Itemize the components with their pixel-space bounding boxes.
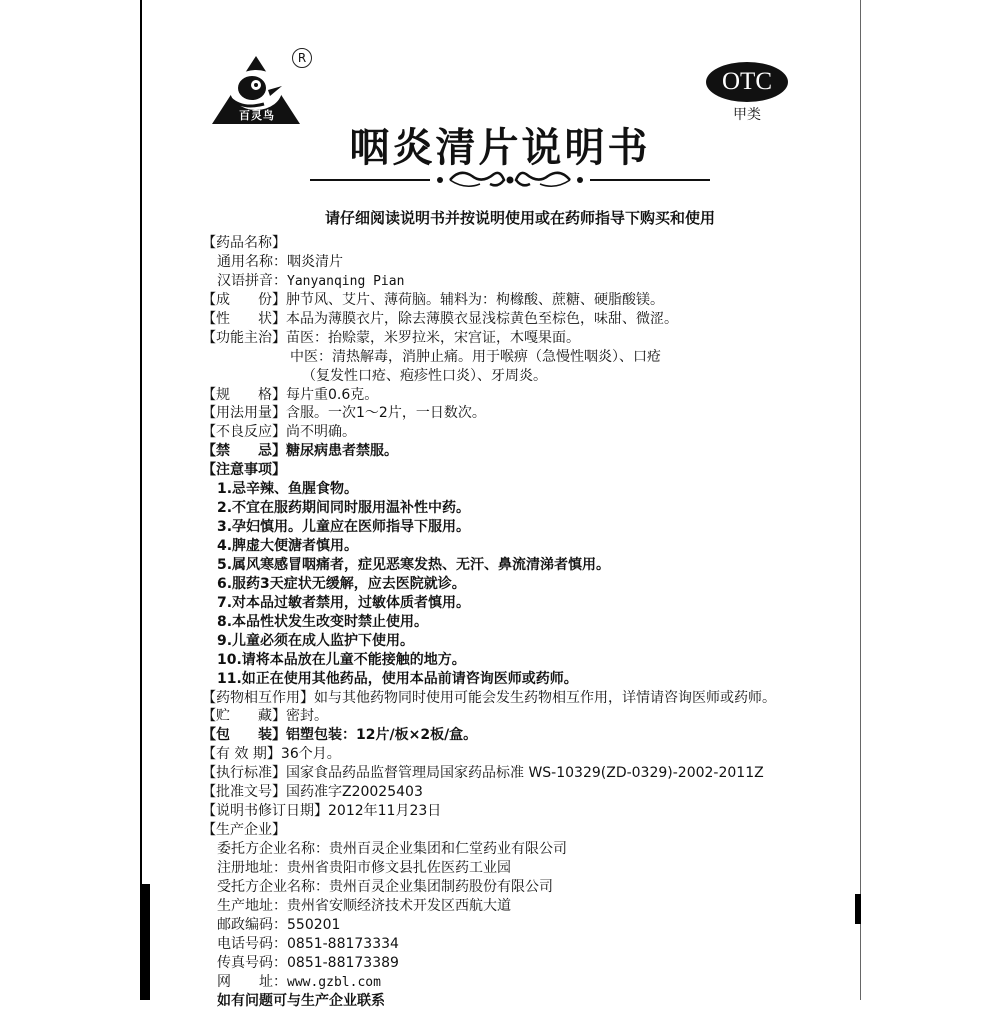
field-label: 传真号码： <box>217 955 287 971</box>
otc-category: 甲类 <box>706 104 788 124</box>
field-value: 贵州省安顺经济技术开发区西航大道 <box>287 898 511 914</box>
section-header: 【生产企业】 <box>202 822 286 838</box>
otc-badge <box>706 62 788 102</box>
validity-row <box>202 745 862 764</box>
entrusted-company-row <box>202 878 862 897</box>
ingredients-row <box>202 291 862 310</box>
field-label: 网 址： <box>217 974 287 990</box>
field-value: 咽炎清片 <box>287 254 343 270</box>
field-value: Yanyanqing Pian <box>287 274 404 289</box>
registered-address-row <box>202 859 862 878</box>
packaging-row <box>202 726 862 745</box>
pinyin-row <box>202 272 862 291</box>
field-value: 贵州百灵企业集团和仁堂药业有限公司 <box>329 841 567 857</box>
fax-row <box>202 954 862 973</box>
precautions-section <box>202 461 862 480</box>
standard-row <box>202 764 862 783</box>
field-label: 汉语拼音： <box>217 273 287 289</box>
page-title: 咽炎清片说明书 <box>300 116 700 173</box>
field-value: 2012年11月23日 <box>328 803 441 819</box>
section-header: 【不良反应】 <box>202 424 286 440</box>
properties-row <box>202 310 862 329</box>
field-value: 肿节风、艾片、薄荷脑。辅料为：枸橼酸、蔗糖、硬脂酸镁。 <box>286 292 664 308</box>
field-value: 中医：清热解毒，消肿止痛。用于喉痹（急慢性咽炎）、口疮 <box>290 349 661 365</box>
field-value: 0851-88173334 <box>287 936 399 952</box>
precaution-item: 3.孕妇慎用。儿童应在医师指导下服用。 <box>202 518 862 537</box>
indications-tcm-row-2 <box>202 367 862 386</box>
section-header: 【药物相互作用】 <box>202 690 314 706</box>
section-header: 【用法用量】 <box>202 405 286 421</box>
field-value: 国药准字Z20025403 <box>286 784 423 800</box>
precaution-item: 2.不宜在服药期间同时服用温补性中药。 <box>202 499 862 518</box>
production-address-row <box>202 897 862 916</box>
precaution-item: 10.请将本品放在儿童不能接触的地方。 <box>202 651 862 670</box>
field-value: 含服。一次1～2片，一日数次。 <box>286 405 486 421</box>
section-header: 【性 状】 <box>202 311 286 327</box>
section-header: 【规 格】 <box>202 387 286 403</box>
otc-label: OTC <box>706 68 788 96</box>
section-header: 【功能主治】 <box>202 330 286 346</box>
indications-row <box>202 329 862 348</box>
revision-date-row <box>202 802 862 821</box>
registered-mark: R <box>292 48 312 68</box>
field-value: www.gzbl.com <box>287 975 381 990</box>
left-registration-mark <box>140 884 150 1000</box>
usage-instruction: 请仔细阅读说明书并按说明使用或在药师指导下购买和使用 <box>200 207 840 228</box>
precaution-item: 11.如正在使用其他药品，使用本品前请咨询医师或药师。 <box>202 670 862 689</box>
field-label: 邮政编码： <box>217 917 287 933</box>
field-value: 贵州百灵企业集团制药股份有限公司 <box>329 879 553 895</box>
precaution-item: 6.服药3天症状无缓解，应去医院就诊。 <box>202 575 862 594</box>
field-value: 糖尿病患者禁服。 <box>286 443 398 459</box>
leaflet-body <box>202 234 862 1010</box>
section-header: 【注意事项】 <box>202 462 286 478</box>
interactions-row <box>202 689 862 708</box>
precaution-item: 1.忌辛辣、鱼腥食物。 <box>202 480 862 499</box>
brand-name: 百灵鸟 <box>224 107 290 123</box>
field-value: 550201 <box>287 917 340 933</box>
generic-name-row <box>202 253 862 272</box>
postcode-row <box>202 916 862 935</box>
field-value: 国家食品药品监督管理局国家药品标准 WS-10329(ZD-0329)-2002-2011Z <box>286 765 764 781</box>
precaution-item: 5.属风寒感冒咽痛者，症见恶寒发热、无汗、鼻流清涕者慎用。 <box>202 556 862 575</box>
field-value: 0851-88173389 <box>287 955 399 971</box>
field-label: 委托方企业名称： <box>217 841 329 857</box>
entrusting-company-row <box>202 840 862 859</box>
section-header: 【执行标准】 <box>202 765 286 781</box>
field-value: 每片重0.6克。 <box>286 387 378 403</box>
field-value: 36个月。 <box>281 746 341 762</box>
field-value: （复发性口疮、疱疹性口炎）、牙周炎。 <box>302 368 547 384</box>
field-value: 苗医：抬赊蒙，米罗拉米，宋宫证，木嘎果面。 <box>286 330 580 346</box>
field-label: 电话号码： <box>217 936 287 952</box>
ornamental-divider <box>300 166 720 194</box>
drug-name-section <box>202 234 862 253</box>
storage-row <box>202 707 862 726</box>
precaution-item: 4.脾虚大便溏者慎用。 <box>202 537 862 556</box>
field-value: 本品为薄膜衣片，除去薄膜衣显浅棕黄色至棕色，味甜、微涩。 <box>286 311 678 327</box>
precaution-item: 9.儿童必须在成人监护下使用。 <box>202 632 862 651</box>
field-value: 如与其他药物同时使用可能会发生药物相互作用，详情请咨询医师或药师。 <box>314 690 776 706</box>
dosage-row <box>202 404 862 423</box>
contact-note: 如有问题可与生产企业联系 <box>202 992 862 1010</box>
precaution-item: 7.对本品过敏者禁用，过敏体质者慎用。 <box>202 594 862 613</box>
section-header: 【说明书修订日期】 <box>202 803 328 819</box>
field-value: 尚不明确。 <box>286 424 356 440</box>
manufacturer-section <box>202 821 862 840</box>
field-label: 受托方企业名称： <box>217 879 329 895</box>
website-row <box>202 973 862 992</box>
left-border-line <box>140 0 142 1000</box>
field-label: 注册地址： <box>217 860 287 876</box>
section-header: 【贮 藏】 <box>202 708 286 724</box>
precaution-item: 8.本品性状发生改变时禁止使用。 <box>202 613 862 632</box>
field-value: 铝塑包装：12片/板×2板/盒。 <box>286 727 477 743</box>
approval-row <box>202 783 862 802</box>
section-header: 【有 效 期】 <box>202 746 281 762</box>
section-header: 【禁 忌】 <box>202 443 286 459</box>
section-header: 【批准文号】 <box>202 784 286 800</box>
field-value: 密封。 <box>286 708 328 724</box>
specification-row <box>202 386 862 405</box>
field-label: 生产地址： <box>217 898 287 914</box>
section-header: 【包 装】 <box>202 727 286 743</box>
phone-row <box>202 935 862 954</box>
adverse-reactions-row <box>202 423 862 442</box>
indications-tcm-row <box>202 348 862 367</box>
field-label: 通用名称： <box>217 254 287 270</box>
section-header: 【药品名称】 <box>202 235 286 251</box>
field-value: 贵州省贵阳市修文县扎佐医药工业园 <box>287 860 511 876</box>
contraindications-row <box>202 442 862 461</box>
section-header: 【成 份】 <box>202 292 286 308</box>
